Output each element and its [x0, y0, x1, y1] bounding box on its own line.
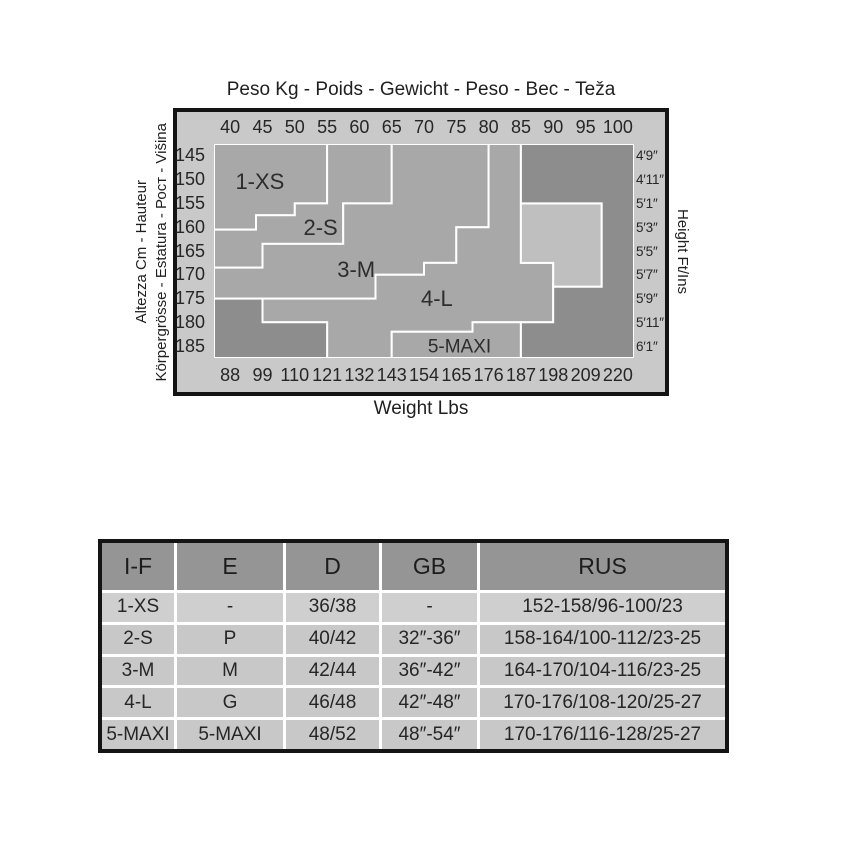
- table-cell: 48/52: [286, 720, 379, 749]
- cm-tick: 180: [174, 311, 205, 332]
- lbs-tick-row: [214, 362, 634, 388]
- table-cell: G: [177, 688, 283, 717]
- table-cell: 3-M: [102, 657, 174, 686]
- height-axis-label-outer: Altezza Cm - Hauteur: [133, 180, 150, 324]
- lbs-tick: 110: [280, 365, 310, 385]
- kg-tick: 85: [510, 117, 531, 137]
- ftins-tick: 5′11″: [636, 314, 664, 330]
- zone-label: 4-L: [421, 285, 453, 311]
- table-cell: 40/42: [286, 625, 379, 654]
- table-cell: 48″-54″: [382, 720, 477, 749]
- table-cell: 170-176/116-128/25-27: [480, 720, 725, 749]
- size-conversion-table: [98, 539, 729, 753]
- ftins-tick: 5′9″: [636, 291, 658, 307]
- table-cell: 2-S: [102, 625, 174, 654]
- kg-tick: 95: [575, 117, 596, 137]
- zone-label: 3-M: [337, 256, 376, 282]
- kg-tick: 40: [220, 117, 241, 137]
- table-header-cell: D: [286, 543, 379, 590]
- kg-tick: 65: [381, 117, 402, 137]
- height-axis-left-labels: [108, 108, 170, 396]
- kg-tick: 55: [317, 117, 338, 137]
- ftins-tick-column: [636, 144, 672, 358]
- lbs-tick: 143: [376, 365, 407, 385]
- ftins-tick: 5′5″: [636, 243, 658, 259]
- table-cell: 164-170/104-116/23-25: [480, 657, 725, 686]
- cm-tick-column: [174, 144, 208, 358]
- lbs-tick: 176: [473, 365, 504, 385]
- chart-title-weight-kg: Peso Kg - Poids - Gewicht - Peso - Вес - Teža: [226, 79, 616, 100]
- table-cell: 5-MAXI: [102, 720, 174, 749]
- cm-tick: 160: [174, 216, 205, 237]
- kg-tick: 60: [349, 117, 370, 137]
- zone-label: 1-XS: [235, 168, 285, 194]
- chart-xlabel-weight-lbs: Weight Lbs: [373, 398, 469, 419]
- table-header-cell: GB: [382, 543, 477, 590]
- height-axis-label-inner: Körpergrösse - Estatura - Рост - Višina: [153, 122, 170, 382]
- zone-label: 2-S: [303, 214, 338, 240]
- height-axis-right-label: [674, 108, 691, 396]
- ftins-tick: 5′3″: [636, 219, 658, 235]
- table-header-cell: I-F: [102, 543, 174, 590]
- table-cell: 46/48: [286, 688, 379, 717]
- cm-tick: 165: [174, 240, 205, 261]
- ftins-tick: 4′9″: [636, 148, 658, 164]
- table-cell: 170-176/108-120/25-27: [480, 688, 725, 717]
- kg-tick: 45: [252, 117, 273, 137]
- table-header-cell: RUS: [480, 543, 725, 590]
- kg-tick: 75: [446, 117, 467, 137]
- table-cell: 42/44: [286, 657, 379, 686]
- table-cell: 158-164/100-112/23-25: [480, 625, 725, 654]
- ftins-tick: 5′1″: [636, 195, 658, 211]
- kg-tick: 90: [543, 117, 564, 137]
- ftins-tick: 5′7″: [636, 267, 658, 283]
- cm-tick: 175: [174, 288, 205, 309]
- cm-tick: 170: [174, 264, 205, 285]
- table-cell: P: [177, 625, 283, 654]
- kg-tick: 70: [414, 117, 435, 137]
- lbs-tick: 209: [570, 365, 601, 385]
- size-zones-plot: [214, 144, 634, 358]
- table-cell: 36/38: [286, 593, 379, 622]
- lbs-tick: 88: [220, 365, 241, 385]
- cm-tick: 145: [174, 145, 205, 166]
- table-cell: 1-XS: [102, 593, 174, 622]
- table-cell: 5-MAXI: [177, 720, 283, 749]
- ftins-tick: 6′1″: [636, 338, 658, 354]
- lbs-tick: 187: [505, 365, 536, 385]
- kg-tick: 50: [284, 117, 305, 137]
- lbs-tick: 154: [409, 365, 440, 385]
- cm-tick: 185: [174, 335, 205, 356]
- height-ftins-label: Height Ft/Ins: [674, 209, 691, 295]
- lbs-tick: 99: [252, 365, 273, 385]
- lbs-tick: 198: [538, 365, 569, 385]
- lbs-tick: 165: [441, 365, 472, 385]
- lbs-tick: 121: [312, 365, 343, 385]
- cm-tick: 155: [174, 192, 205, 213]
- table-cell: M: [177, 657, 283, 686]
- table-cell: 4-L: [102, 688, 174, 717]
- table-cell: 152-158/96-100/23: [480, 593, 725, 622]
- kg-tick-row: [214, 114, 634, 140]
- kg-tick: 80: [478, 117, 499, 137]
- ftins-tick: 4′11″: [636, 172, 664, 188]
- table-header-cell: E: [177, 543, 283, 590]
- table-cell: 42″-48″: [382, 688, 477, 717]
- table-cell: 32″-36″: [382, 625, 477, 654]
- zone-label: 5-MAXI: [427, 336, 492, 358]
- table-cell: 36″-42″: [382, 657, 477, 686]
- kg-tick: 100: [602, 117, 633, 137]
- cm-tick: 150: [174, 169, 205, 190]
- size-chart-frame: [173, 108, 669, 396]
- lbs-tick: 132: [344, 365, 375, 385]
- lbs-tick: 220: [602, 365, 633, 385]
- table-cell: -: [177, 593, 283, 622]
- table-cell: -: [382, 593, 477, 622]
